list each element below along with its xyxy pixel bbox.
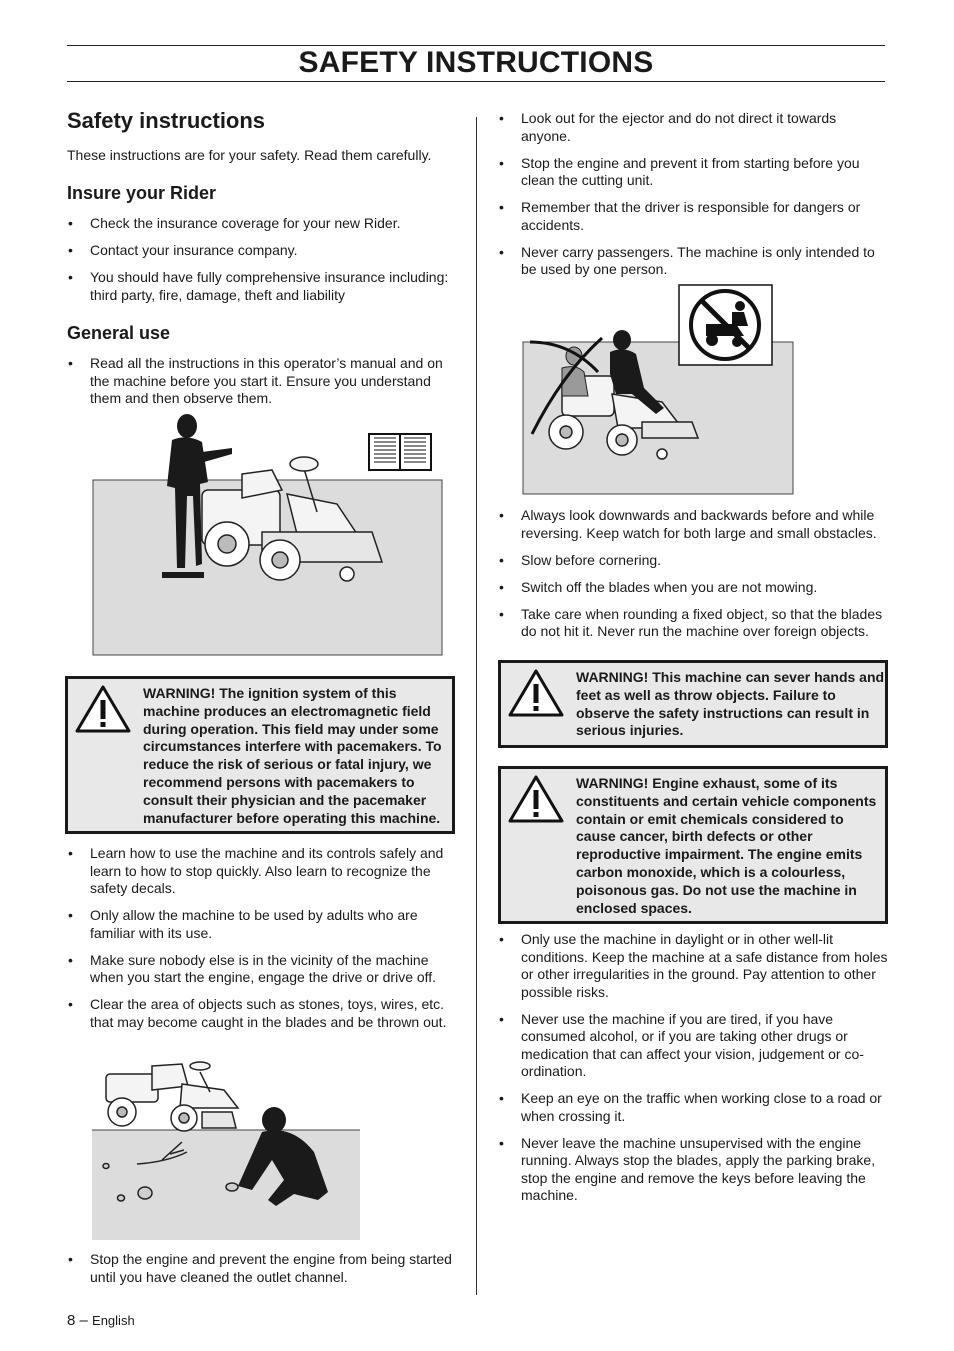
insure-list	[67, 215, 462, 314]
general-list-continued	[67, 845, 457, 1041]
list-item: • Make sure nobody else is in the vicinity of the machine when you start the engine, engage the drive or drive off.	[67, 952, 457, 987]
list-item: • Clear the area of objects such as stones, toys, wires, etc. that may become caught in the blades and be thrown out.	[67, 996, 457, 1031]
general-list	[67, 355, 457, 417]
list-item: • Never use the machine if you are tired, if you have consumed alcohol, or if you are taking other drugs or medication that can affect your vision, judgement or co-ordination.	[498, 1011, 888, 1081]
list-item: • Read all the instructions in this operator’s manual and on the machine before you start it. Ensure you understand them and then observe them.	[67, 355, 457, 408]
warning-box-pacemaker	[65, 676, 455, 834]
no-passengers-icon	[679, 285, 772, 365]
warning-text: WARNING! This machine can sever hands and feet as well as throw objects. Failure to observe the safety instructions can result in serious injuries.	[576, 669, 885, 739]
list-item: • Check the insurance coverage for your new Rider.	[67, 215, 462, 233]
list-item: • Remember that the driver is responsible for dangers or accidents.	[498, 199, 888, 234]
list-item: • Take care when rounding a fixed object, so that the blades do not hit it. Never run the machine over foreign objects.	[498, 606, 888, 641]
rider-mower	[106, 1062, 238, 1131]
list-item: • Only allow the machine to be used by adults who are familiar with its use.	[67, 907, 457, 942]
no-passengers-illustration	[522, 284, 796, 496]
warning-box-injuries	[498, 660, 888, 748]
list-item: • Never carry passengers. The machine is only intended to be used by one person.	[498, 244, 888, 279]
outlet-list	[67, 1251, 457, 1296]
page-title: SAFETY INSTRUCTIONS	[298, 46, 654, 79]
header-rule-bottom	[67, 81, 885, 82]
warning-box-exhaust	[498, 766, 888, 924]
warning-triangle-icon	[507, 668, 565, 718]
list-item: • Keep an eye on the traffic when working close to a road or when crossing it.	[498, 1090, 888, 1125]
operator-manual-illustration	[92, 412, 448, 658]
general-use-heading: General use	[67, 323, 171, 343]
list-item: • Only use the machine in daylight or in other well-lit conditions. Keep the machine at a safe distance from holes or other irregularities in the ground. Pay attention to other possible risks.	[498, 931, 888, 1001]
right-list-1	[498, 110, 888, 288]
list-item: • Stop the engine and prevent the engine from being started until you have cleaned the outlet channel.	[67, 1251, 457, 1286]
list-item: • Stop the engine and prevent it from starting before you clean the cutting unit.	[498, 155, 888, 190]
warning-text: WARNING! Engine exhaust, some of its constituents and certain vehicle components contain or emit chemicals considered to cause cancer, birth defects or other reproductive impairment. The engine emits carbon monoxide, which is a colourless, poisonous gas. Do not use the machine in enclosed spaces.	[576, 775, 877, 916]
list-item: • Learn how to use the machine and its controls safely and learn to how to stop quickly. Also learn to recognize the safety decals.	[67, 845, 457, 898]
footer-language: English	[92, 1313, 135, 1328]
warning-text: WARNING! The ignition system of this machine produces an electromagnetic field during operation. This field may under some circumstances interfere with pacemakers. To reduce the risk of serious or fatal injury, we recommend persons with pacemakers to consult their physician and the pacemaker manufacturer before operating this machine.	[143, 685, 442, 826]
list-item: • Look out for the ejector and do not direct it towards anyone.	[498, 110, 888, 145]
list-item: • Switch off the blades when you are not mowing.	[498, 579, 888, 597]
book-icon	[369, 434, 431, 470]
list-item: • Slow before cornering.	[498, 552, 888, 570]
list-item: • Contact your insurance company.	[67, 242, 462, 260]
section-heading: Safety instructions	[67, 108, 266, 133]
list-item: • Never leave the machine unsupervised with the engine running. Always stop the blades, apply the parking brake, stop the engine and remove the keys before leaving the machine.	[498, 1135, 888, 1205]
insure-heading: Insure your Rider	[67, 183, 217, 203]
right-list-2	[498, 507, 888, 650]
column-divider	[476, 117, 477, 1295]
warning-triangle-icon	[74, 684, 132, 734]
warning-triangle-icon	[507, 774, 565, 824]
list-item: • You should have fully comprehensive insurance including: third party, fire, damage, theft and liability	[67, 269, 462, 304]
clear-objects-illustration	[92, 1052, 362, 1242]
page-footer	[67, 1311, 135, 1331]
page-number: 8 –	[67, 1312, 88, 1329]
intro-text: These instructions are for your safety. Read them carefully.	[67, 147, 432, 163]
right-list-3	[498, 931, 888, 1214]
list-item: • Always look downwards and backwards before and while reversing. Keep watch for both large and small obstacles.	[498, 507, 888, 542]
